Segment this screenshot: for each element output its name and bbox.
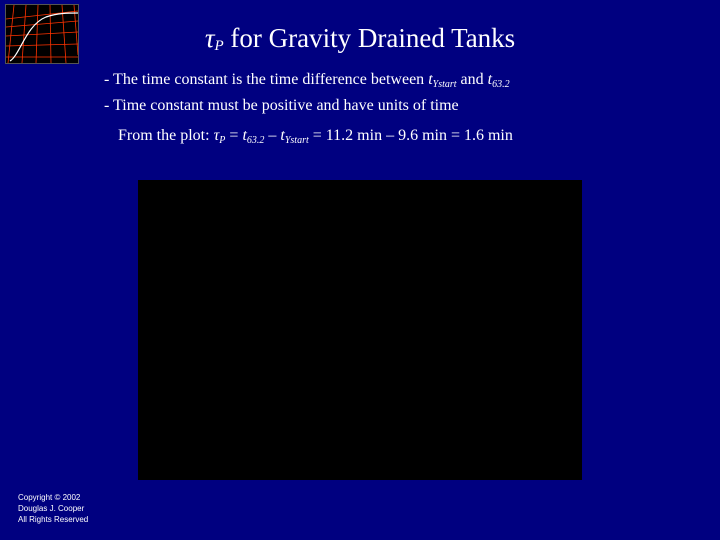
formula-prefix: From the plot: bbox=[118, 127, 214, 144]
title-text: for Gravity Drained Tanks bbox=[223, 23, 516, 53]
copyright-line: Copyright © 2002 bbox=[18, 493, 81, 502]
formula-line bbox=[118, 125, 513, 151]
variable-t: t bbox=[428, 71, 433, 88]
formula-result: = 11.2 min – 9.6 min = 1.6 min bbox=[308, 127, 513, 144]
formula-variable: t bbox=[242, 127, 247, 144]
plot-area bbox=[138, 180, 582, 480]
copyright-line: All Rights Reserved bbox=[18, 515, 89, 524]
bullet-text: - The time constant is the time difference between bbox=[104, 71, 429, 88]
bullet-text: - Time constant must be positive and have units of time bbox=[104, 97, 459, 114]
variable-t: t bbox=[487, 71, 493, 88]
formula-subscript: Ystart bbox=[284, 135, 309, 146]
slide-title bbox=[0, 21, 720, 63]
formula-subscript: P bbox=[219, 135, 226, 146]
bullet-text: and bbox=[456, 71, 488, 88]
variable-subscript: Ystart bbox=[432, 79, 457, 90]
bullet-item bbox=[104, 95, 510, 116]
title-tau-subscript: P bbox=[214, 38, 224, 54]
bullet-item bbox=[104, 69, 510, 95]
copyright-notice bbox=[18, 492, 88, 525]
formula-tau: τ bbox=[213, 127, 220, 144]
formula-subscript: 63.2 bbox=[246, 135, 265, 146]
copyright-line: Douglas J. Cooper bbox=[18, 504, 85, 513]
formula-variable: t bbox=[280, 127, 285, 144]
title-tau-symbol: τ bbox=[204, 23, 215, 53]
variable-subscript: 63.2 bbox=[492, 79, 510, 90]
formula-operator: = bbox=[225, 127, 243, 144]
bullet-list bbox=[104, 69, 510, 116]
formula-operator: – bbox=[264, 127, 281, 144]
